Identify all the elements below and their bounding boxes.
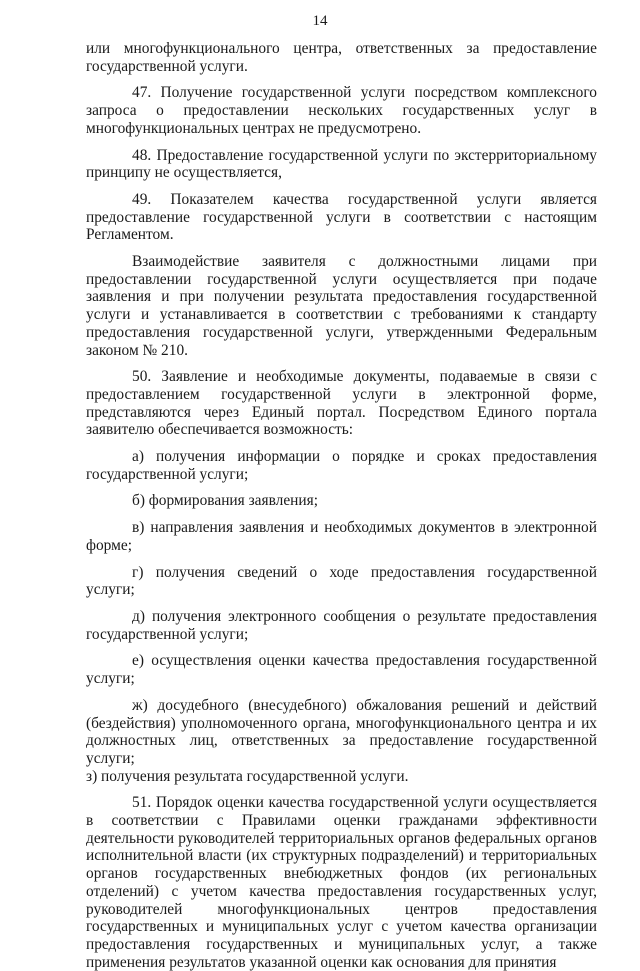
page-number: 14: [312, 13, 328, 29]
list-item-z: з) получения результата государственной услуги.: [86, 767, 409, 785]
paragraph-47: 47. Получение государственной услуги посредством комплексного запроса о предоставлении нескольких государственных услуг в многофункциональных центрах не предусмотрено.: [86, 84, 597, 137]
paragraph-50: 50. Заявление и необходимые документы, подаваемые в связи с предоставлением государственной услуги в электронной форме, представляются через Единый портал. Посредством Единого портала заявителю обеспечивается возможность:: [86, 368, 597, 439]
list-item-e: е) осуществления оценки качества предоставления государственной услуги;: [86, 652, 597, 688]
document-body: [86, 40, 597, 971]
list-item-b: б) формирования заявления;: [132, 492, 318, 510]
paragraph-interaction: Взаимодействие заявителя с должностными лицами при предоставлении государственной услуги осуществляется при подаче заявления и при получении результата предоставления государственной услуги и устанавливается в соответствии с требованиями к стандарту предоставления государственной услуги, утвержденными Федеральным законом № 210.: [86, 253, 597, 359]
list-item-v: в) направления заявления и необходимых документов в электронной форме;: [86, 519, 597, 554]
list-item-g: г) получения сведений о ходе предоставления государственной услуги;: [86, 563, 597, 599]
list-item-a: а) получения информации о порядке и сроках предоставления государственной услуги;: [86, 448, 597, 483]
paragraph-51: 51. Порядок оценки качества государственной услуги осуществляется в соответствии с Правилами оценки гражданами эффективности деятельности руководителей территориальных органов федеральных органов исполнительной власти (их структурных подразделений) и территориальных органов государственных внебюджетных фондов (их региональных отделений) с учетом качества предоставления государственных услуг, руководителей многофункциональных центров предоставления государственных и муниципальных услуг с учетом качества организации предоставления государственных и муниципальных услуг, а также применения результатов указанной оценки как основания для принятия: [86, 794, 597, 971]
list-item-zh: ж) досудебного (внесудебного) обжалования решений и действий (бездействия) уполномоченного органа, многофункционального центра и их должностных лиц, ответственных за предоставление государственной услуги;: [86, 696, 597, 767]
paragraph-49: 49. Показателем качества государственной услуги является предоставление государственной услуги в соответствии с настоящим Регламентом.: [86, 190, 597, 244]
paragraph-continuation: или многофункционального центра, ответственных за предоставление государственной услуги.: [86, 40, 597, 75]
paragraph-48: 48. Предоставление государственной услуги по экстерриториальному принципу не осуществляется,: [86, 146, 597, 182]
list-item-d: д) получения электронного сообщения о результате предоставления государственной услуги;: [86, 607, 597, 643]
